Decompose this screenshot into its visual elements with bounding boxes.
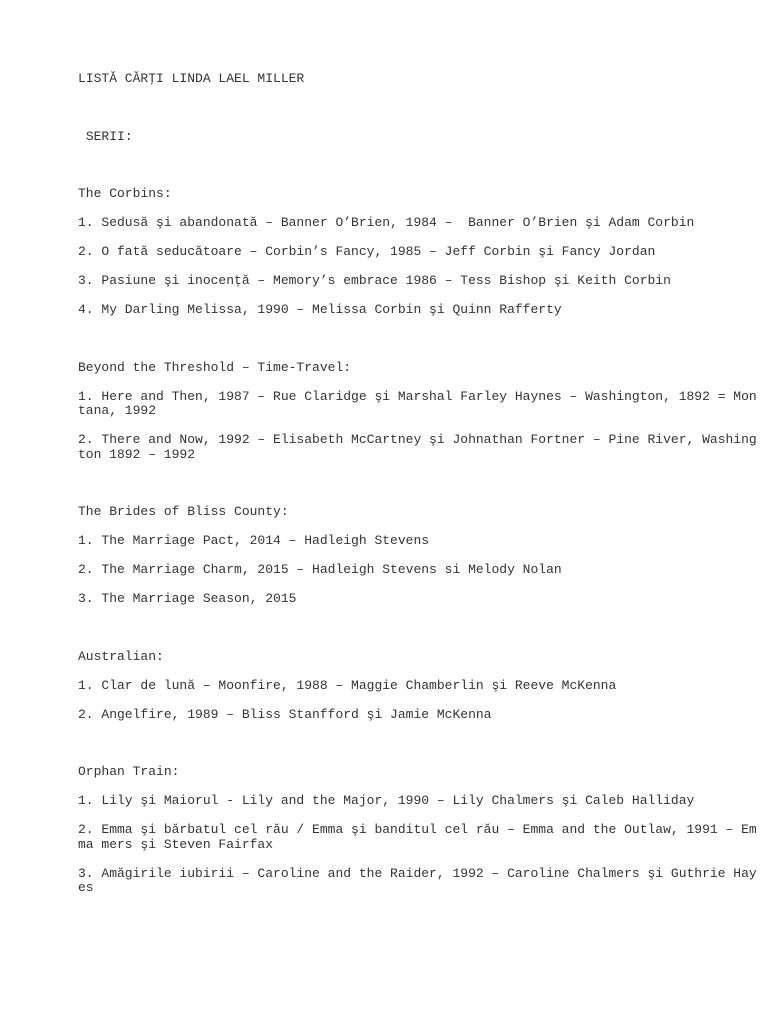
book-entry: 4. My Darling Melissa, 1990 – Melissa Corbin şi Quinn Rafferty (78, 302, 562, 317)
book-entry: 1. Clar de lună – Moonfire, 1988 – Maggie Chamberlin şi Reeve McKenna (78, 677, 617, 693)
series-section (78, 187, 762, 318)
book-entry: 1. Lily şi Maiorul - Lily and the Major, 1990 – Lily Chalmers şi Caleb Halliday (78, 793, 695, 808)
book-entry: 1. Sedusă şi abandonată – Banner O’Brien, 1984 – Banner O’Brien şi Adam Corbin (78, 215, 695, 230)
section-heading: The Corbins: (78, 186, 172, 201)
book-entry: 3. Pasiune şi inocență – Memory’s embrace 1986 – Tess Bishop şi Keith Corbin (78, 273, 671, 288)
series-section (78, 505, 762, 607)
section-heading: The Brides of Bliss County: (78, 504, 289, 519)
book-entry: 1. Here and Then, 1987 – Rue Claridge şi Marshal Farley Haynes – Washington, 1892 = Montana, 1992 (78, 388, 757, 418)
section-heading: Australian: (78, 648, 164, 664)
book-entry: 3. Amăgirile iubirii – Caroline and the Raider, 1992 – Caroline Chalmers şi Guthrie Hayes (78, 865, 757, 895)
book-entry: 1. The Marriage Pact, 2014 – Hadleigh Stevens (78, 533, 430, 548)
book-entry: 2. Emma şi bărbatul cel rău / Emma şi banditul cel rău – Emma and the Outlaw, 1991 – Emma mers şi Steven Fairfax (78, 822, 757, 852)
book-entry: 2. The Marriage Charm, 2015 – Hadleigh Stevens si Melody Nolan (78, 562, 562, 577)
series-subtitle: SERII: (78, 128, 133, 144)
book-entry: 2. O fată seducătoare – Corbin’s Fancy, 1985 – Jeff Corbin şi Fancy Jordan (78, 244, 656, 259)
title-text: LISTĂ CĂRŢI LINDA LAEL MILLER (78, 71, 305, 86)
series-section (78, 765, 762, 896)
series-section (78, 650, 762, 723)
section-heading: Orphan Train: (78, 764, 180, 779)
section-heading: Beyond the Threshold – Time-Travel: (78, 359, 352, 375)
series-sections (78, 187, 762, 896)
document-page (78, 72, 762, 939)
book-entry: 2. There and Now, 1992 – Elisabeth McCartney şi Johnathan Fortner – Pine River, Washington 1892 – 1992 (78, 432, 757, 462)
series-section (78, 361, 762, 463)
book-entry: 3. The Marriage Season, 2015 (78, 591, 297, 606)
document-title (78, 72, 762, 87)
book-entry: 2. Angelfire, 1989 – Bliss Stanfford şi Jamie McKenna (78, 706, 492, 722)
